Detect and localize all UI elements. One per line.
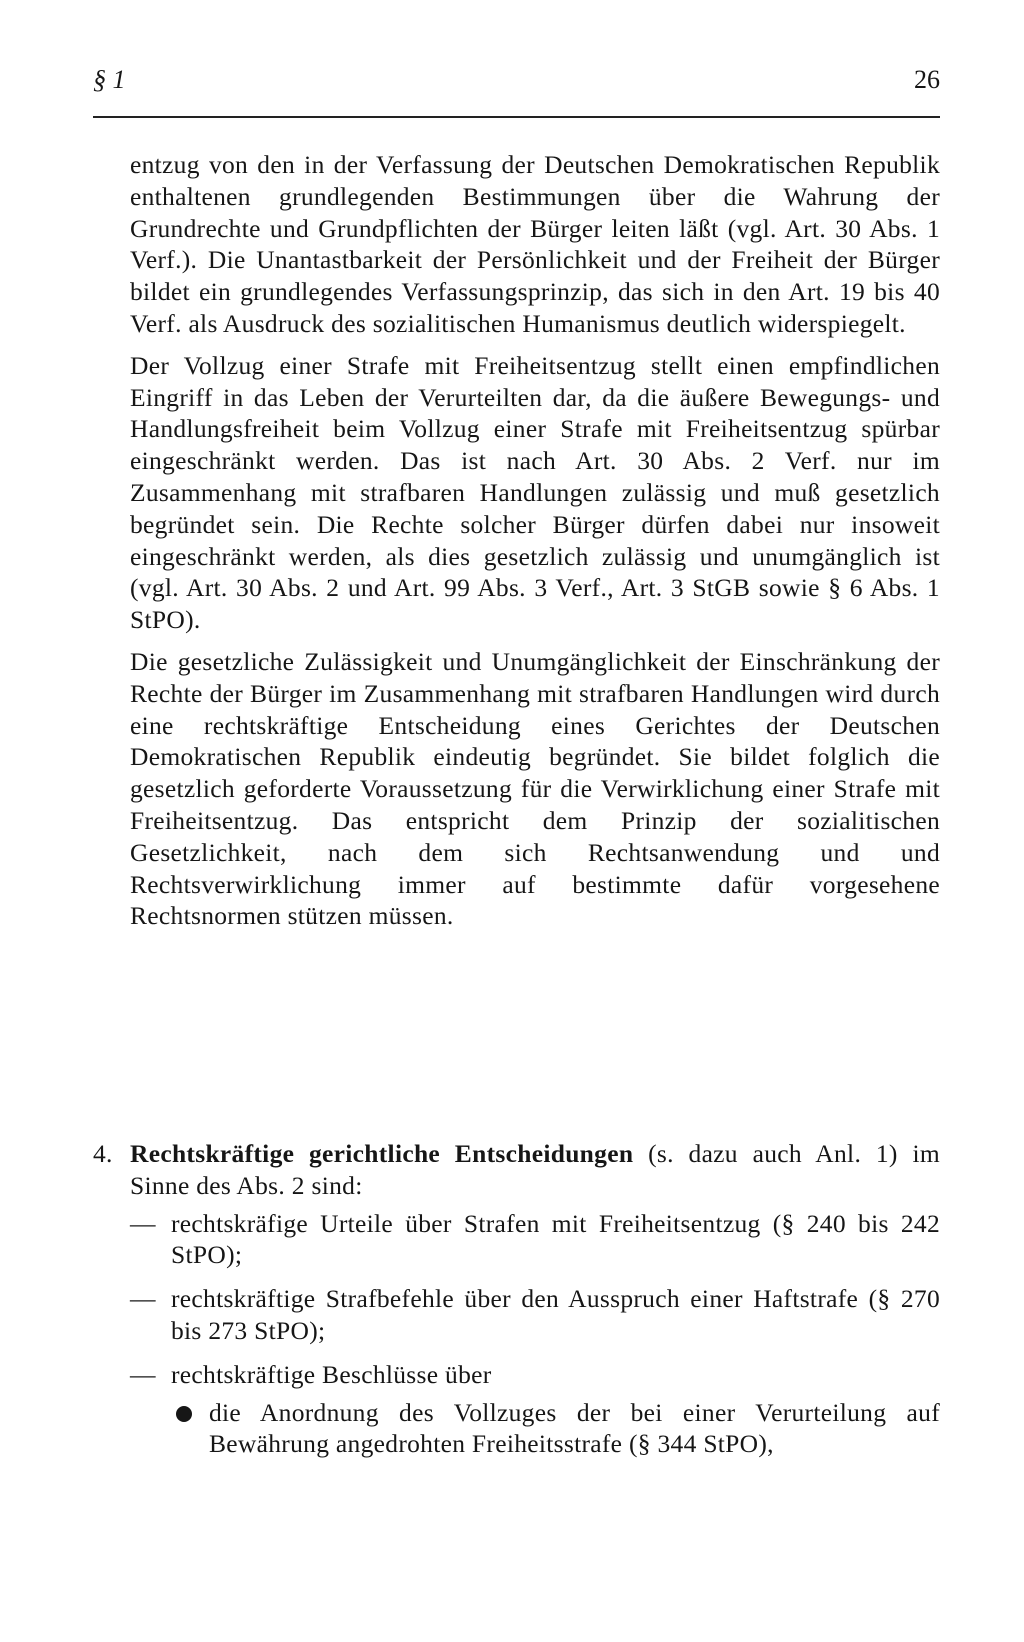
page-number: 26 bbox=[914, 65, 940, 94]
item-number: 4. bbox=[93, 1139, 113, 1168]
running-head bbox=[93, 62, 940, 98]
numbered-item-4 bbox=[93, 1138, 940, 1472]
list-item bbox=[130, 1359, 940, 1460]
dash-marker: — bbox=[130, 1208, 156, 1238]
item-body bbox=[130, 1138, 940, 1202]
dash-marker: — bbox=[130, 1284, 156, 1314]
list-item-text: rechtskräftige Beschlüsse über bbox=[171, 1359, 492, 1389]
paragraph: Die gesetzliche Zulässigkeit und Unumgänglichkeit der Einschränkung der Rechte der Bürger im Zusammenhang mit strafbaren Handlungen wird durch eine rechtskräftige Entscheidung eines Gerichtes der Deutschen Demokratischen Republik eindeutig begründet. Sie bildet folglich die gesetzlich geforderte Voraussetzung für die Verwirklichung einer Strafe mit Freiheitsentzug. Das entspricht dem Prinzip der sozialitischen Gesetzlichkeit, nach dem sich Rechtsanwendung und und Rechtsverwirklichung immer auf bestimmte dafür vorgesehene Rechtsnormen stützen müssen. bbox=[130, 646, 940, 931]
dash-marker: — bbox=[130, 1359, 156, 1389]
section-mark: § 1 bbox=[93, 65, 126, 94]
item-heading: Rechtskräftige gerichtliche Entscheidungen bbox=[130, 1139, 634, 1168]
list-item bbox=[130, 1283, 940, 1347]
list-item bbox=[130, 1208, 940, 1272]
list-item-text: rechtskräfige Urteile über Strafen mit Freiheitsentzug (§ 240 bis 242 StPO); bbox=[171, 1208, 940, 1270]
body-text bbox=[130, 149, 940, 932]
list-item-text: rechtskräftige Strafbefehle über den Ausspruch einer Haftstrafe (§ 270 bis 273 StPO); bbox=[171, 1284, 940, 1345]
paragraph: Der Vollzug einer Strafe mit Freiheitsentzug stellt einen empfindlichen Eingriff in das Leben der Verurteilten dar, da die äußere Bewegungs- und Handlungsfreiheit beim Vollzug einer Strafe mit Freiheitsentzug spürbar eingeschränkt werden. Das ist nach Art. 30 Abs. 2 Verf. nur im Zusammenhang mit strafbaren Handlungen zulässig und muß gesetzlich begründet sein. Die Rechte solcher Bürger dürfen dabei nur insoweit eingeschränkt werden, als dies gesetzlich zulässig und unumgänglich ist (vgl. Art. 30 Abs. 2 und Art. 99 Abs. 3 Verf., Art. 3 StGB sowie § 6 Abs. 1 StPO). bbox=[130, 350, 940, 635]
bullet-item bbox=[171, 1397, 940, 1461]
header-rule bbox=[93, 116, 940, 118]
bullet-item-text: die Anordnung des Vollzuges der bei einer Verurteilung auf Bewährung angedrohten Freiheitsstrafe (§ 344 StPO), bbox=[209, 1397, 940, 1459]
dash-list bbox=[130, 1208, 940, 1461]
bullet-dot-icon bbox=[176, 1406, 192, 1422]
bullet-list bbox=[171, 1397, 940, 1461]
item-intro: (s. dazu auch Anl. 1) im Sinne des Abs. 2 sind: bbox=[130, 1139, 940, 1200]
paragraph: entzug von den in der Verfassung der Deutschen Demokratischen Republik enthaltenen grundlegenden Bestimmungen über die Wahrung der Grundrechte und Grundpflichten der Bürger leiten läßt (vgl. Art. 30 Abs. 1 Verf.). Die Unantastbarkeit der Persönlichkeit und der Freiheit der Bürger bildet ein grundlegendes Verfassungsprinzip, das sich in den Art. 19 bis 40 Verf. als Ausdruck des sozialitischen Humanismus deutlich widerspiegelt. bbox=[130, 150, 940, 338]
